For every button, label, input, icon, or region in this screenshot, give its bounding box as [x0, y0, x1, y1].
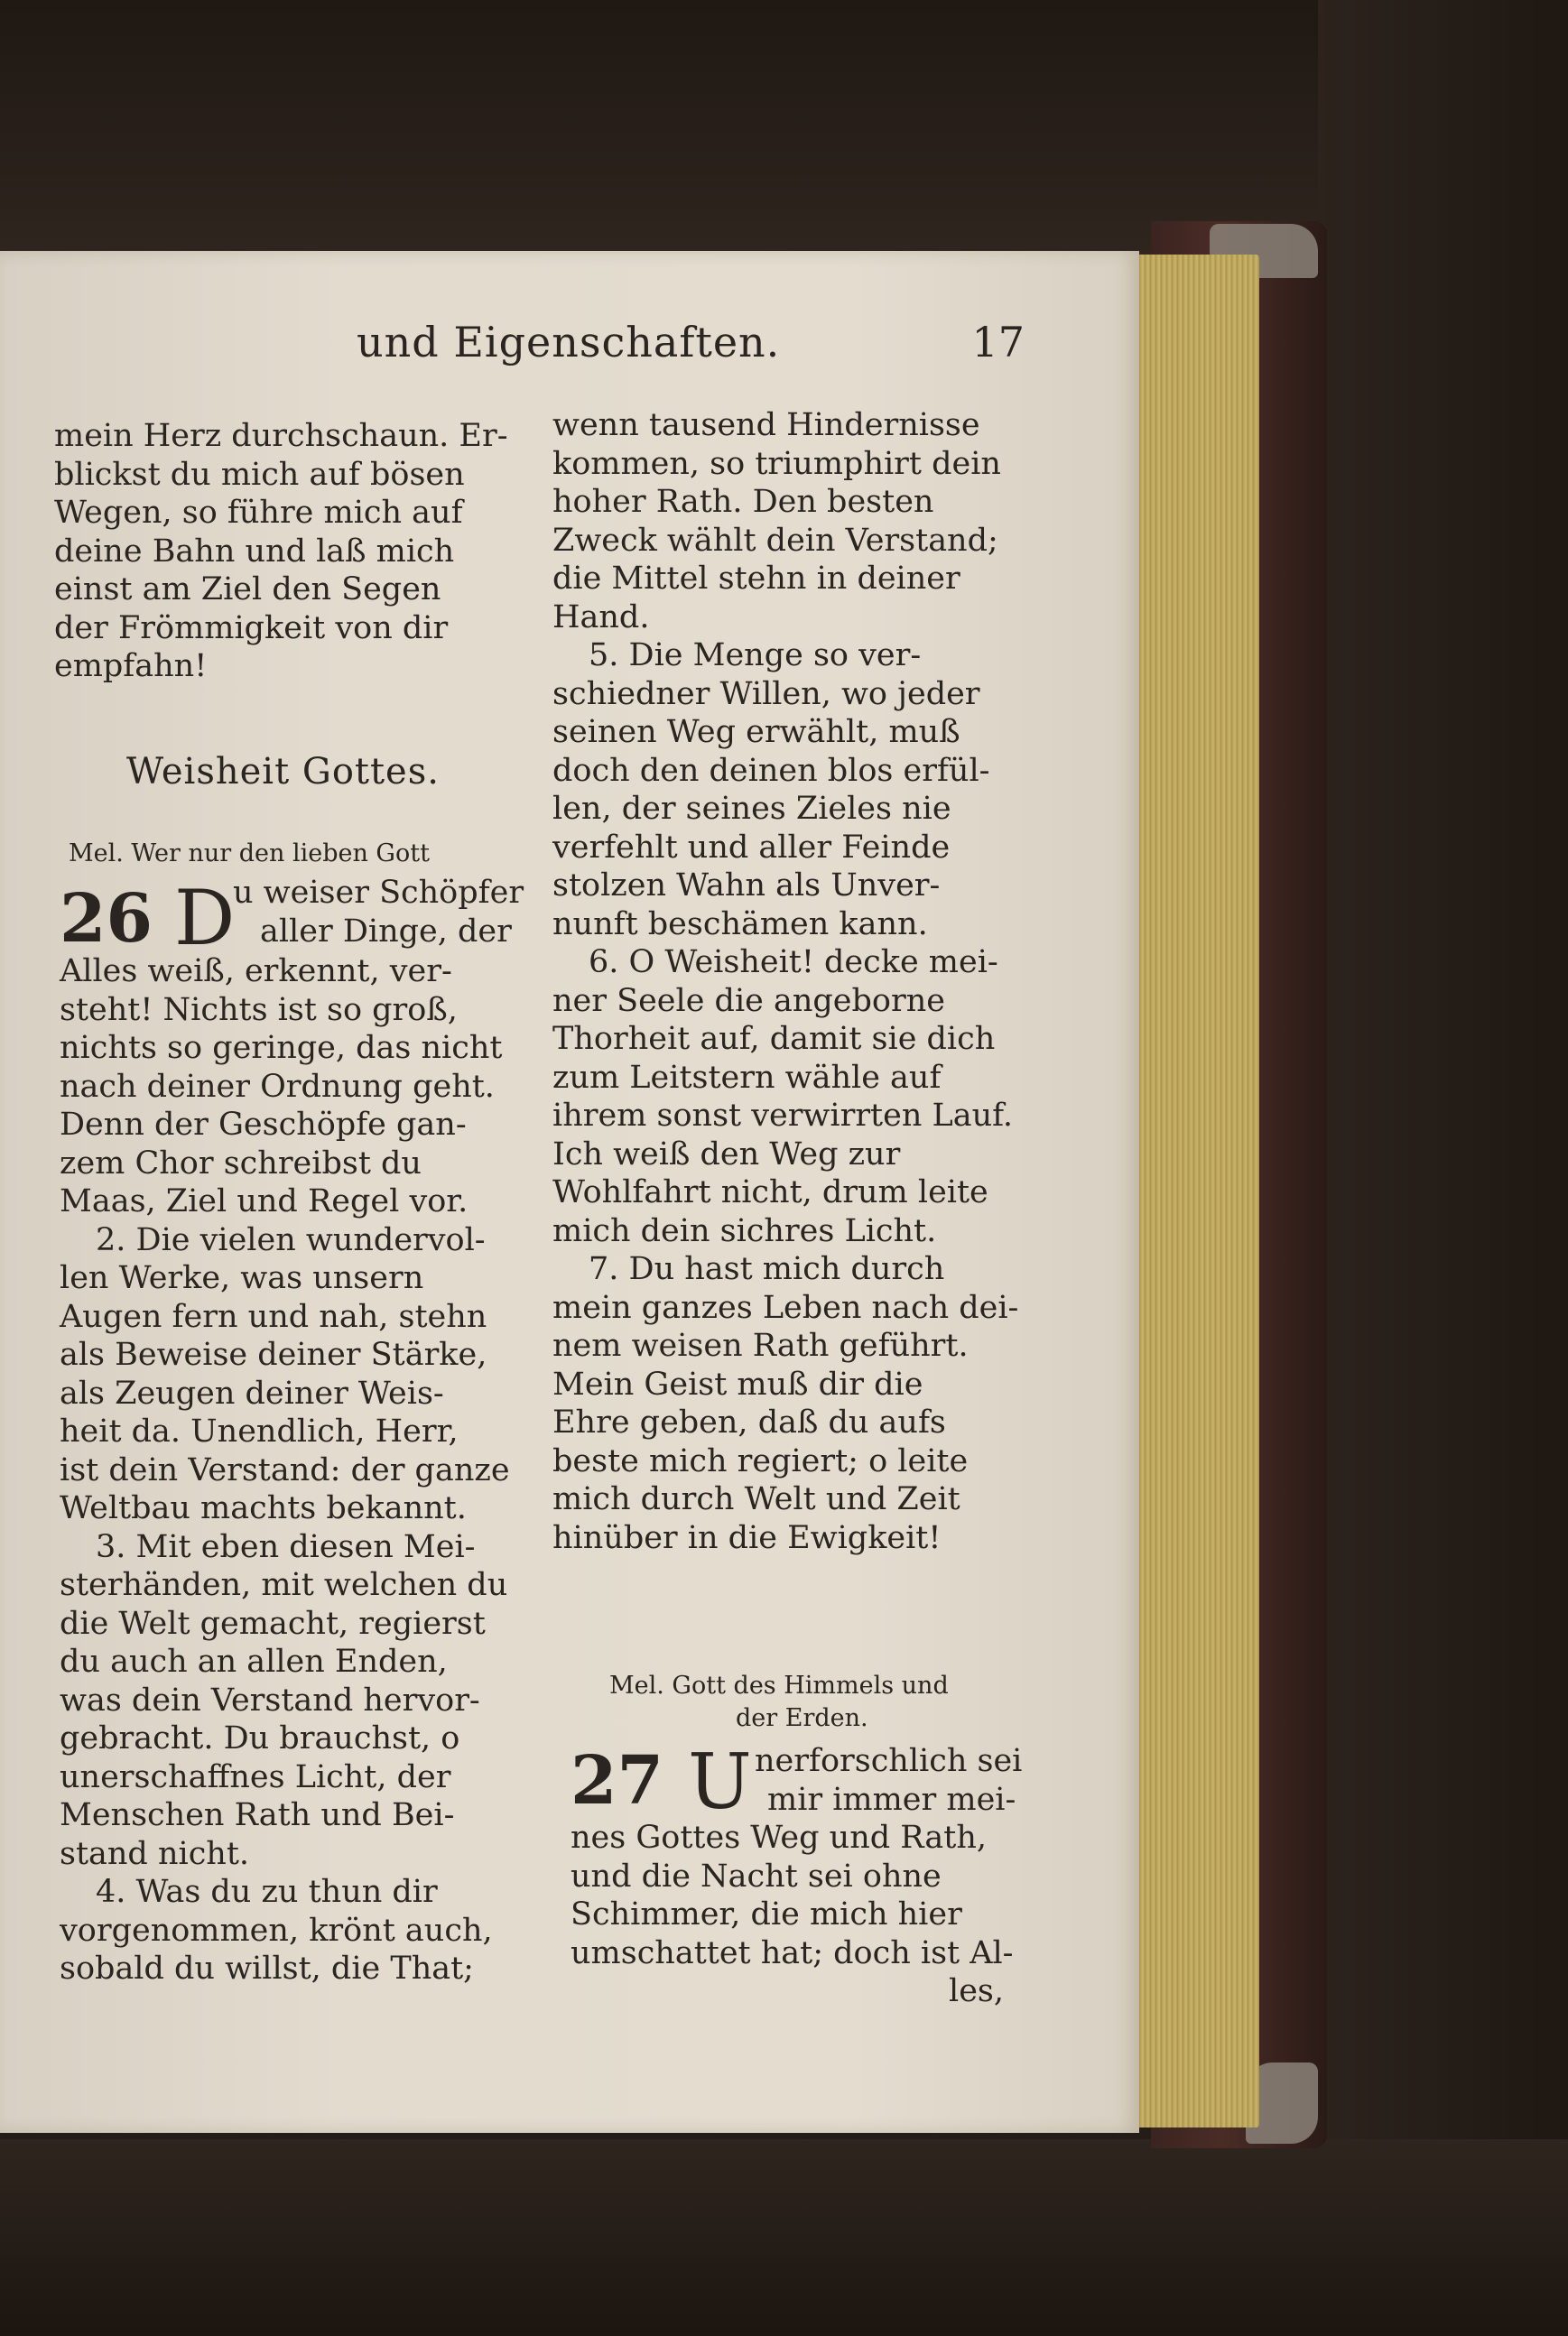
hymn-opening — [233, 874, 524, 950]
text-line: Wohlfahrt nicht, drum leite — [552, 1174, 988, 1210]
text-line: die Mittel stehn in deiner — [552, 561, 960, 597]
text-line: 6. O Weisheit! decke mei- — [589, 944, 998, 980]
text-line: empfahn! — [54, 648, 208, 684]
text-line: zum Leitstern wähle auf — [552, 1059, 942, 1096]
text-line: Augen fern und nah, stehn — [60, 1298, 487, 1335]
text-line: als Zeugen deiner Weis- — [60, 1375, 444, 1412]
drop-initial: U — [688, 1738, 752, 1826]
text-line: zem Chor schreibst du — [60, 1145, 422, 1182]
text-line: u weiser Schöpfer — [233, 875, 524, 911]
text-line: Wegen, so führe mich auf — [54, 495, 463, 531]
text-line: hoher Rath. Den besten — [552, 484, 934, 520]
page-number: 17 — [971, 318, 1025, 366]
left-column-top — [54, 417, 525, 686]
text-line: mein ganzes Leben nach dei- — [552, 1289, 1019, 1326]
text-line: sobald du willst, die That; — [60, 1951, 474, 1987]
text-line: Mel. Gott des Himmels und — [609, 1672, 949, 1700]
text-line: nes Gottes Weg und Rath, — [571, 1820, 988, 1856]
text-line: was dein Verstand hervor- — [60, 1682, 480, 1719]
text-line: wenn tausend Hindernisse — [552, 407, 980, 443]
text-line: und die Nacht sei ohne — [571, 1858, 942, 1895]
text-line: deine Bahn und laß mich — [54, 533, 455, 570]
text-line: les, — [949, 1973, 1004, 2009]
text-line: aller Dinge, der — [260, 913, 512, 950]
text-line: 5. Die Menge so ver- — [589, 637, 922, 673]
text-line: vorgenommen, krönt auch, — [60, 1912, 493, 1949]
text-line: mich dein sichres Licht. — [552, 1212, 937, 1249]
text-line: ner Seele die angeborne — [552, 982, 945, 1019]
text-line: schiedner Willen, wo jeder — [552, 675, 980, 712]
text-line: seinen Weg erwählt, muß — [552, 714, 960, 750]
text-line: die Welt gemacht, regierst — [60, 1605, 486, 1642]
text-line: nach deiner Ordnung geht. — [60, 1068, 495, 1105]
text-line: Mein Geist muß dir die — [552, 1366, 923, 1403]
melody-reference — [609, 1670, 949, 1735]
text-line: doch den deinen blos erfül- — [552, 752, 990, 789]
text-line: Denn der Geschöpfe gan- — [60, 1107, 467, 1143]
text-line: Ich weiß den Weg zur — [552, 1136, 901, 1173]
text-line: beste mich regiert; o leite — [552, 1442, 969, 1479]
text-line: der Frömmigkeit von dir — [54, 609, 449, 646]
text-line: Maas, Ziel und Regel vor. — [60, 1183, 469, 1219]
text-line: du auch an allen Enden, — [60, 1644, 448, 1680]
text-line: Schimmer, die mich hier — [571, 1896, 962, 1933]
melody-reference: Mel. Wer nur den lieben Gott — [69, 839, 430, 867]
text-line: gebracht. Du brauchst, o — [60, 1720, 460, 1757]
text-line: als Beweise deiner Stärke, — [60, 1337, 487, 1373]
text-line: nem weisen Rath geführt. — [552, 1328, 969, 1364]
text-line: hinüber in die Ewigkeit! — [552, 1519, 942, 1556]
hymn-27-text — [571, 1819, 1040, 2011]
text-line: 4. Was du zu thun dir — [96, 1874, 438, 1910]
text-line: der Erden. — [736, 1704, 868, 1732]
gilt-page-edges — [1124, 255, 1259, 2127]
text-line: Thorheit auf, damit sie dich — [552, 1021, 996, 1057]
text-line: Ehre geben, daß du aufs — [552, 1404, 946, 1441]
text-line: steht! Nichts ist so groß, — [60, 991, 458, 1028]
text-line: len Werke, was unsern — [60, 1260, 424, 1296]
right-column — [552, 406, 1035, 1557]
text-line: stand nicht. — [60, 1835, 250, 1872]
text-line: heit da. Unendlich, Herr, — [60, 1414, 459, 1450]
text-line: Menschen Rath und Bei- — [60, 1797, 455, 1833]
text-line: ist dein Verstand: der ganze — [60, 1451, 510, 1488]
text-line: ihrem sonst verwirrten Lauf. — [552, 1098, 1013, 1134]
text-line: Zweck wählt dein Verstand; — [552, 522, 998, 559]
text-line: 7. Du hast mich durch — [589, 1251, 945, 1287]
text-line: len, der seines Zieles nie — [552, 791, 951, 827]
text-line: einst am Ziel den Segen — [54, 571, 441, 607]
background-right — [1318, 0, 1568, 2336]
text-line: nichts so geringe, das nicht — [60, 1030, 503, 1066]
text-line: unerschaffnes Licht, der — [60, 1758, 451, 1795]
running-head: und Eigenschaften. — [357, 318, 781, 366]
text-line: sterhänden, mit welchen du — [60, 1567, 508, 1603]
text-line: kommen, so triumphirt dein — [552, 445, 1001, 482]
text-line: 2. Die vielen wundervol- — [96, 1221, 486, 1258]
drop-initial: D — [174, 874, 236, 962]
text-line: stolzen Wahn als Unver- — [552, 867, 941, 904]
text-line: 3. Mit eben diesen Mei- — [96, 1528, 476, 1565]
text-line: Alles weiß, erkennt, ver- — [60, 953, 452, 989]
text-line: mir immer mei- — [767, 1781, 1016, 1818]
text-line: blickst du mich auf bösen — [54, 456, 465, 493]
text-line: nunft beschämen kann. — [552, 905, 928, 942]
hymn-number: 26 — [60, 880, 153, 958]
text-line: nerforschlich sei — [755, 1743, 1023, 1779]
text-line: Hand. — [552, 598, 650, 635]
hymn-opening — [755, 1742, 1022, 1819]
text-line: Weltbau machts bekannt. — [60, 1490, 467, 1526]
page-header — [357, 318, 1025, 372]
hymn-26-text — [60, 952, 529, 1988]
text-line: mich durch Welt und Zeit — [552, 1481, 960, 1517]
section-title: Weisheit Gottes. — [126, 751, 440, 793]
hymn-number: 27 — [571, 1742, 663, 1820]
text-line: verfehlt und aller Feinde — [552, 829, 951, 866]
text-line: mein Herz durchschaun. Er- — [54, 418, 508, 454]
background-bottom — [0, 2139, 1568, 2336]
text-line: umschattet hat; doch ist Al- — [571, 1934, 1014, 1971]
